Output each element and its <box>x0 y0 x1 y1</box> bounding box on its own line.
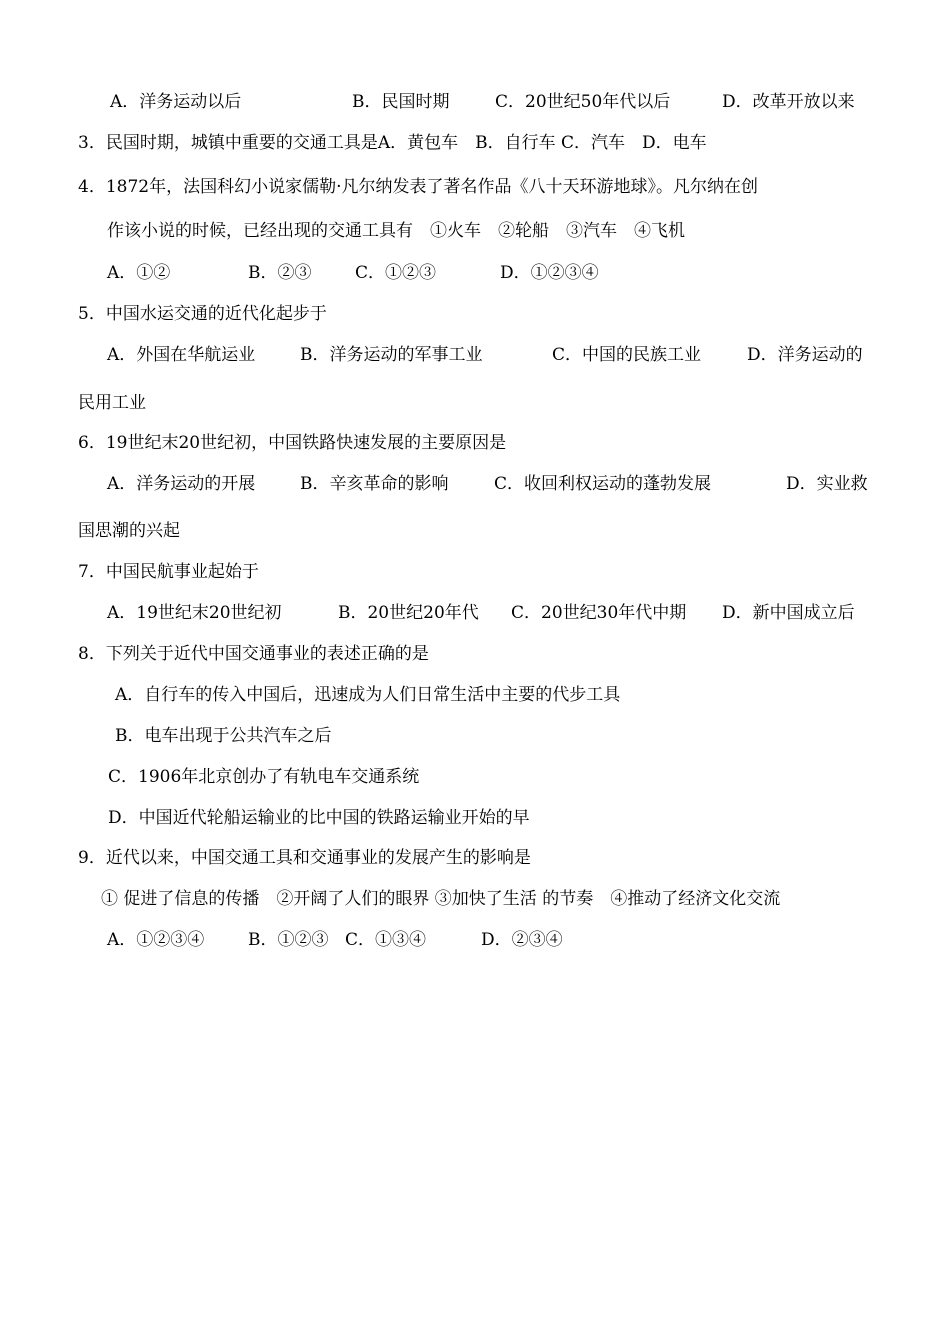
q2-option-c: C．20世纪50年代以后 <box>495 92 671 112</box>
q6-stem: 6．19世纪末20世纪初，中国铁路快速发展的主要原因是 <box>78 433 507 453</box>
q8-stem: 8．下列关于近代中国交通事业的表述正确的是 <box>78 644 429 664</box>
q7-option-b: B．20世纪20年代 <box>338 603 479 623</box>
q2-option-d: D．改革开放以来 <box>722 92 855 112</box>
q4-option-a: A．①② <box>107 263 171 283</box>
q2-option-a: A．洋务运动以后 <box>110 92 242 112</box>
q6-continuation: 国思潮的兴起 <box>78 521 180 541</box>
q7-option-c: C．20世纪30年代中期 <box>511 603 687 623</box>
q9-option-a: A．①②③④ <box>107 930 205 950</box>
q9-items: ① 促进了信息的传播 ②开阔了人们的眼界 ③加快了生活 的节奏 ④推动了经济文化交流 <box>101 889 781 909</box>
q4-option-b: B．②③ <box>248 263 312 283</box>
q4-option-c: C．①②③ <box>355 263 437 283</box>
q9-option-b: B．①②③ <box>248 930 329 950</box>
q8-option-c: C．1906年北京创办了有轨电车交通系统 <box>108 767 420 787</box>
q7-option-a: A．19世纪末20世纪初 <box>107 603 282 623</box>
q7-option-d: D．新中国成立后 <box>722 603 855 623</box>
q5-option-a: A．外国在华航运业 <box>107 345 256 365</box>
q6-option-c: C．收回利权运动的蓬勃发展 <box>494 474 712 494</box>
q9-stem: 9．近代以来，中国交通工具和交通事业的发展产生的影响是 <box>78 848 531 868</box>
q8-option-d: D．中国近代轮船运输业的比中国的铁路运输业开始的早 <box>108 808 530 828</box>
q7-stem: 7．中国民航事业起始于 <box>78 562 259 582</box>
q5-option-b: B．洋务运动的军事工业 <box>300 345 483 365</box>
q5-option-c: C．中国的民族工业 <box>552 345 702 365</box>
q5-stem: 5．中国水运交通的近代化起步于 <box>78 304 327 324</box>
q8-option-a: A．自行车的传入中国后，迅速成为人们日常生活中主要的代步工具 <box>115 685 621 705</box>
q6-option-d: D．实业救 <box>786 474 868 494</box>
q3-text: 3．民国时期，城镇中重要的交通工具是A．黄包车 B．自行车 C．汽车 D．电车 <box>78 133 707 153</box>
q9-option-d: D．②③④ <box>481 930 563 950</box>
q4-stem-line2: 作该小说的时候，已经出现的交通工具有 ①火车 ②轮船 ③汽车 ④飞机 <box>107 221 685 241</box>
q9-option-c: C．①③④ <box>345 930 427 950</box>
q6-option-b: B．辛亥革命的影响 <box>300 474 449 494</box>
q6-option-a: A．洋务运动的开展 <box>107 474 256 494</box>
q8-option-b: B．电车出现于公共汽车之后 <box>115 726 332 746</box>
q4-stem-line1: 4．1872年，法国科幻小说家儒勒·凡尔纳发表了著名作品《八十天环游地球》。凡尔纳在创 <box>78 177 758 197</box>
q4-option-d: D．①②③④ <box>500 263 599 283</box>
q5-continuation: 民用工业 <box>78 393 146 413</box>
q2-option-b: B．民国时期 <box>352 92 450 112</box>
q5-option-d: D．洋务运动的 <box>747 345 863 365</box>
